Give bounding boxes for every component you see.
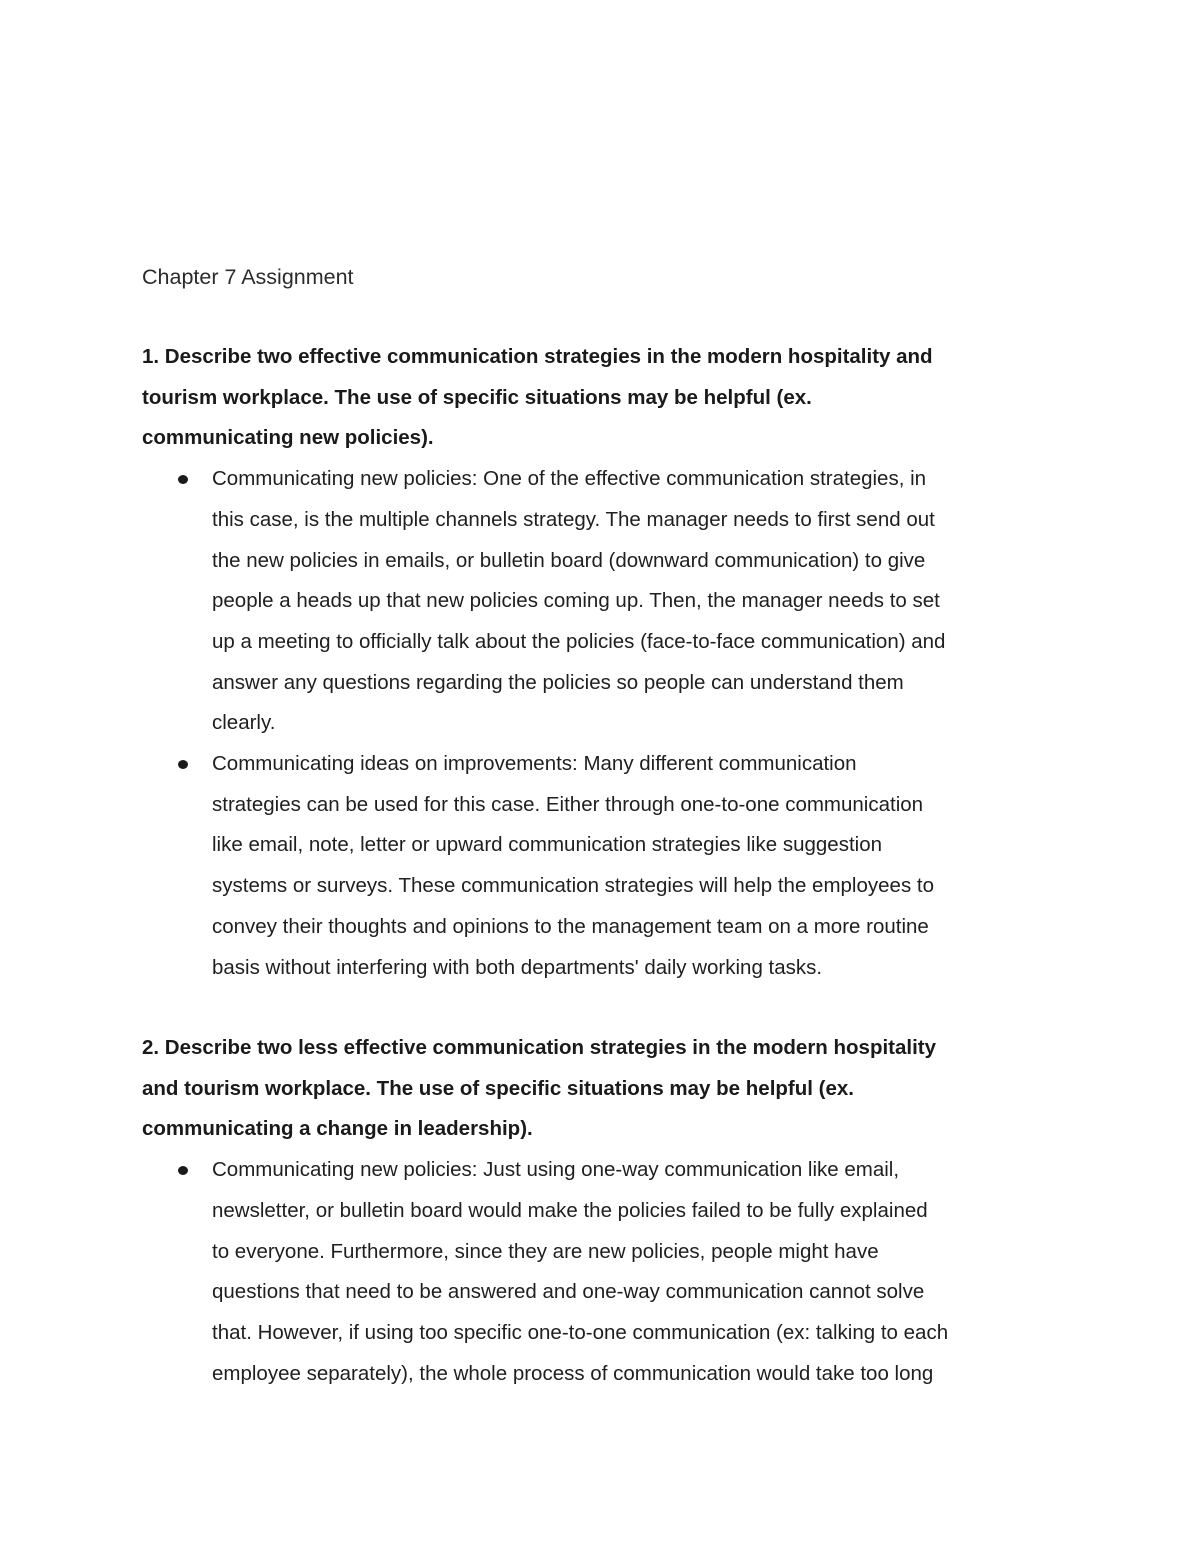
answer-bullet xyxy=(142,744,1072,988)
answer-line: clearly. xyxy=(212,711,276,735)
question-line: communicating new policies). xyxy=(142,426,434,450)
bullet-dot-icon xyxy=(178,760,188,769)
answer-line: people a heads up that new policies coming up. Then, the manager needs to set xyxy=(212,589,940,613)
question-line: communicating a change in leadership). xyxy=(142,1117,533,1141)
question-section-1 xyxy=(142,337,1072,988)
answer-line: that. However, if using too specific one-to-one communication (ex: talking to each xyxy=(212,1320,949,1344)
question-line: tourism workplace. The use of specific situations may be helpful (ex. xyxy=(142,385,812,409)
answer-bullet xyxy=(142,1150,1072,1394)
bullet-dot-icon xyxy=(178,1166,188,1175)
question-line: and tourism workplace. The use of specific situations may be helpful (ex. xyxy=(142,1076,854,1100)
answer-bullet xyxy=(142,459,1072,744)
answer-line: answer any questions regarding the policies so people can understand them xyxy=(212,670,904,694)
bullet-dot-icon xyxy=(178,475,188,484)
answer-list-1 xyxy=(142,459,1072,988)
question-1 xyxy=(142,337,1072,459)
question-2 xyxy=(142,1028,1072,1150)
answer-line: this case, is the multiple channels strategy. The manager needs to first send out xyxy=(212,507,935,531)
answer-line: up a meeting to officially talk about the policies (face-to-face communication) and xyxy=(212,629,946,653)
answer-line: Communicating new policies: Just using one-way communication like email, xyxy=(212,1158,900,1182)
answer-list-2 xyxy=(142,1150,1072,1394)
answer-line: to everyone. Furthermore, since they are new policies, people might have xyxy=(212,1239,879,1263)
answer-line: employee separately), the whole process of communication would take too long xyxy=(212,1361,934,1385)
answer-line: strategies can be used for this case. Either through one-to-one communication xyxy=(212,792,924,816)
question-section-2 xyxy=(142,1028,1072,1394)
answer-line: like email, note, letter or upward communication strategies like suggestion xyxy=(212,833,882,857)
answer-line: the new policies in emails, or bulletin board (downward communication) to give xyxy=(212,548,926,572)
answer-line: basis without interfering with both departments' daily working tasks. xyxy=(212,955,823,979)
answer-line: convey their thoughts and opinions to the management team on a more routine xyxy=(212,914,929,938)
document-title: Chapter 7 Assignment xyxy=(142,265,354,289)
answer-line: Communicating ideas on improvements: Many different communication xyxy=(212,752,857,776)
answer-line: Communicating new policies: One of the effective communication strategies, in xyxy=(212,467,927,491)
question-line: 1. Describe two effective communication strategies in the modern hospitality and xyxy=(142,345,933,368)
answer-line: newsletter, or bulletin board would make the policies failed to be fully explained xyxy=(212,1198,928,1222)
question-line: 2. Describe two less effective communication strategies in the modern hospitality xyxy=(142,1036,937,1059)
answer-line: systems or surveys. These communication strategies will help the employees to xyxy=(212,874,934,898)
answer-line: questions that need to be answered and one-way communication cannot solve xyxy=(212,1280,925,1304)
